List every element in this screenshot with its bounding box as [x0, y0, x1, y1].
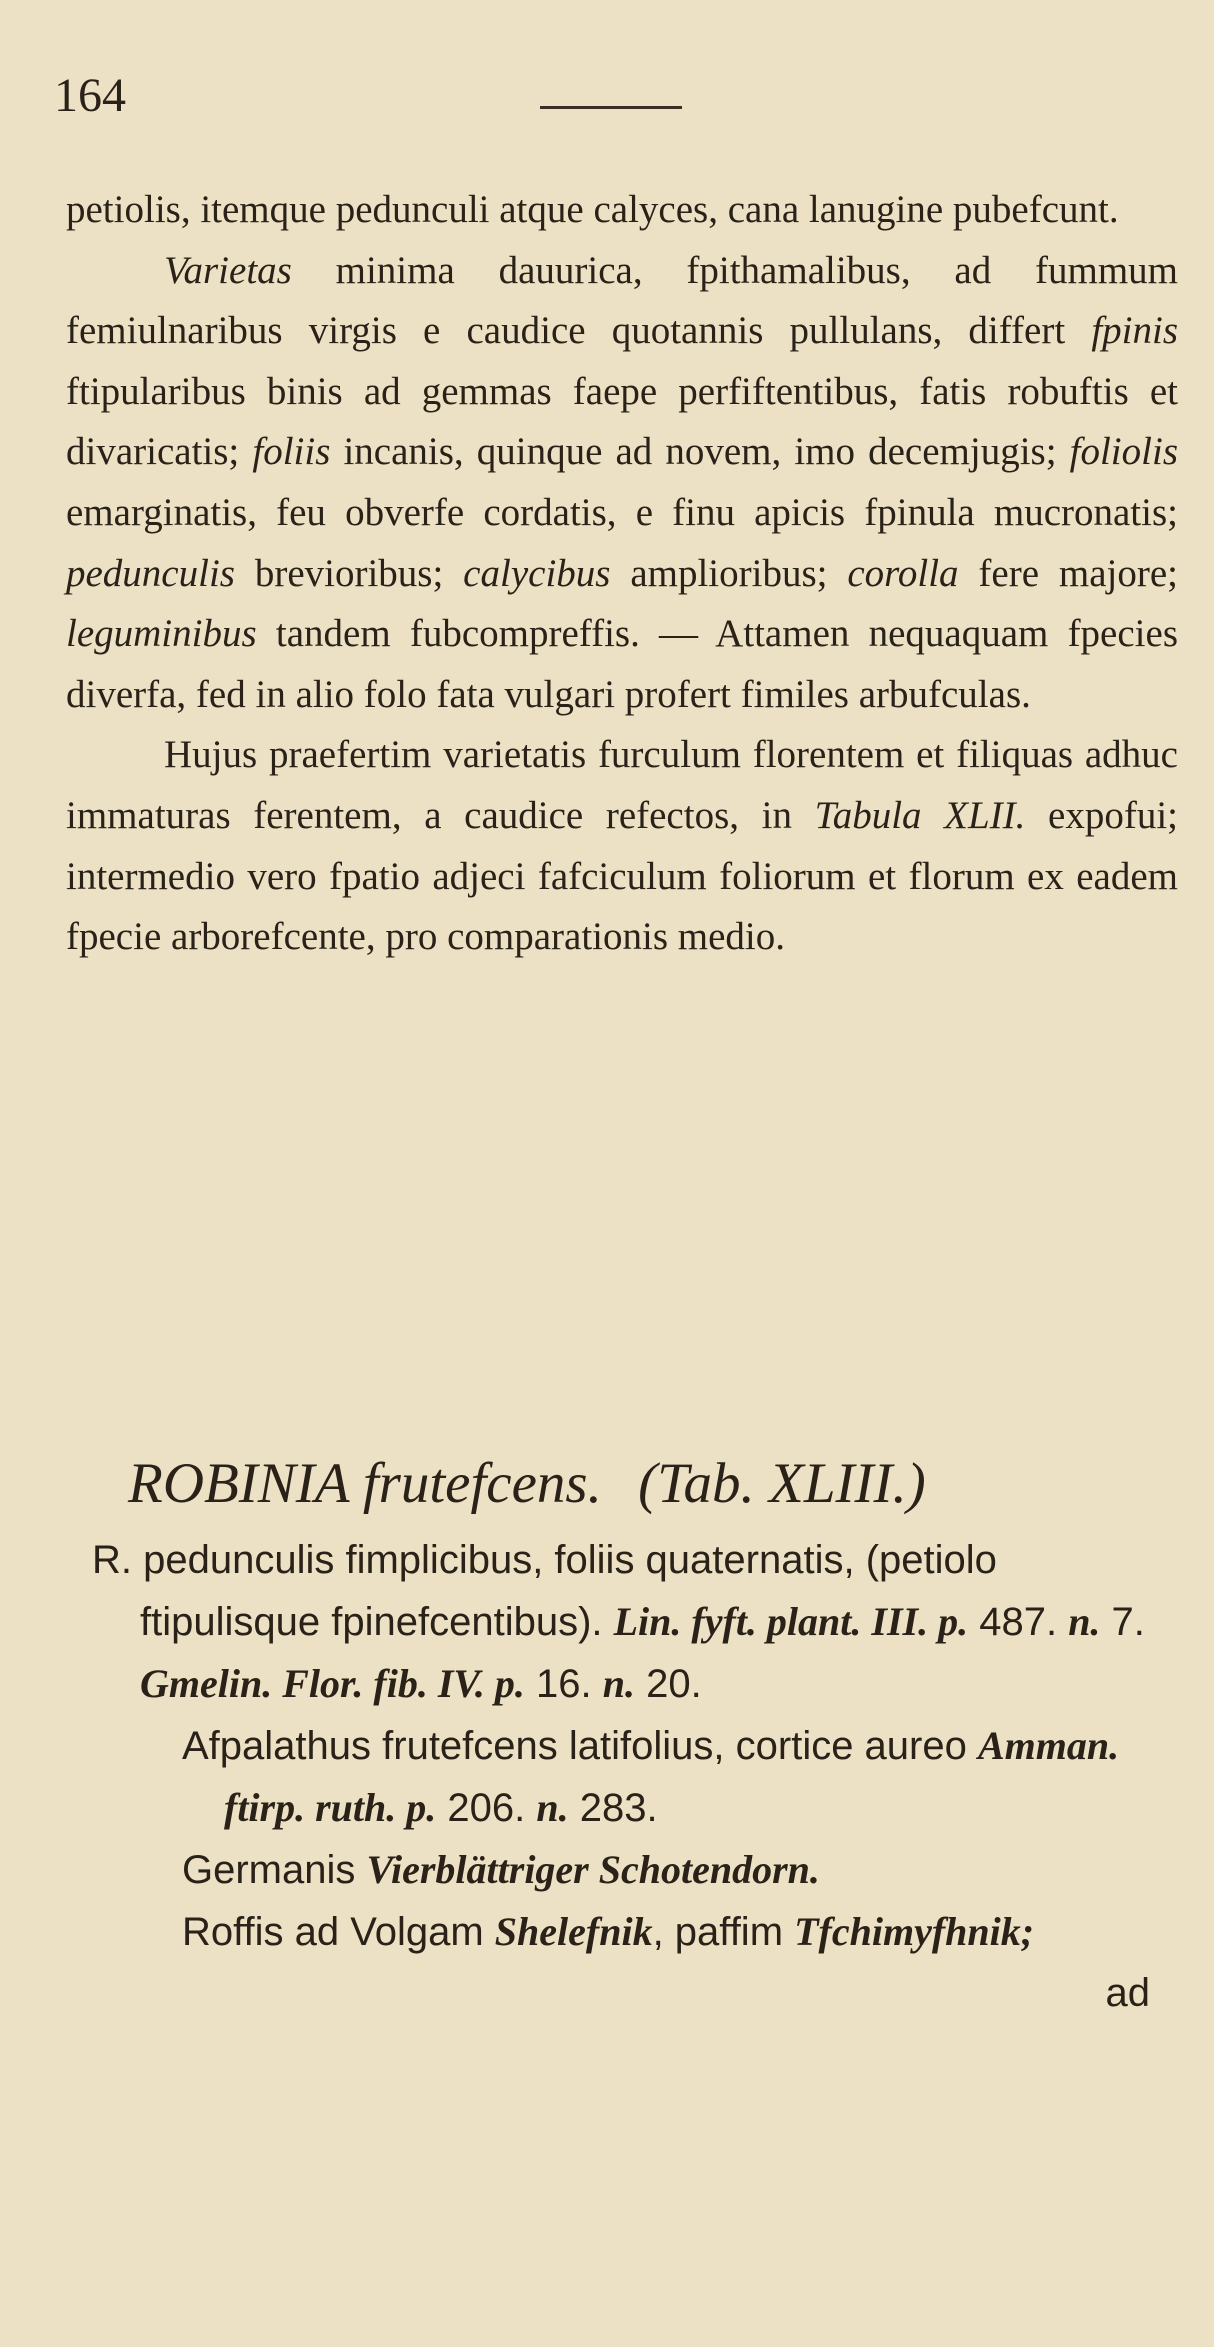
entry-line	[92, 1901, 1172, 1963]
paragraph	[66, 725, 1178, 967]
italic-text: foliolis	[1069, 430, 1178, 474]
text-run: amplioribus;	[610, 551, 848, 595]
italic-text: foliis	[252, 430, 331, 474]
text-run: 20.	[635, 1662, 702, 1706]
entry-line	[92, 1715, 1172, 1839]
italic-text: Varietas	[164, 248, 292, 292]
species-entry	[92, 1530, 1172, 2024]
italic-text: n.	[602, 1661, 635, 1706]
text-run: emarginatis, feu obverfe cordatis, e finu apicis fpinula mucronatis;	[66, 490, 1178, 534]
plate-reference: (Tab. XLIII.)	[638, 1452, 926, 1515]
text-run: , paffim	[652, 1910, 795, 1954]
text-run: tandem fubcompreffis. — Attamen nequaquam fpecies diverfa, fed in alio folo fata vulgari profert fimiles arbufculas.	[66, 612, 1178, 716]
text-run: ad	[1105, 1971, 1150, 2015]
text-run: 283.	[568, 1786, 658, 1830]
italic-text: Amman. ftirp. ruth. p.	[224, 1723, 1120, 1830]
italic-text: Lin. fyft. plant. III. p.	[613, 1599, 969, 1644]
paragraph	[66, 241, 1178, 726]
text-run: Roffis ad Volgam	[182, 1910, 495, 1954]
entry-line	[92, 1963, 1172, 2024]
italic-text: pedunculis	[66, 551, 235, 595]
italic-text: fpinis	[1091, 309, 1178, 353]
italic-text: Shelefnik	[494, 1909, 653, 1954]
italic-text: n.	[1068, 1599, 1101, 1644]
text-run: Hujus praefertim varietatis furculum florentem et filiquas adhuc immaturas ferentem, a caudice refectos, in	[66, 733, 1178, 837]
text-run: fere majore;	[958, 551, 1179, 595]
section-title	[128, 1448, 1128, 1520]
text-run: 206.	[436, 1786, 537, 1830]
text-run: 487.	[968, 1600, 1069, 1644]
text-run: Afpalathus frutefcens latifolius, cortice aureo	[182, 1724, 978, 1768]
italic-text: Gmelin. Flor. fib. IV. p.	[140, 1661, 525, 1706]
body-text	[66, 180, 1178, 968]
italic-text: Tabula XLII.	[814, 793, 1026, 837]
italic-text: leguminibus	[66, 612, 257, 656]
text-run: R. pedunculis fimplicibus, foliis quaternatis, (petiolo ftipulisque fpinefcentibus).	[92, 1538, 997, 1644]
page-number: 164	[54, 69, 126, 122]
text-run: Germanis	[182, 1848, 367, 1892]
italic-text: Vierblättriger Schotendorn.	[366, 1847, 820, 1892]
header-rule	[540, 106, 682, 109]
text-run: ftipularibus binis ad gemmas faepe perfiftentibus, fatis robuftis et divaricatis;	[66, 369, 1178, 474]
entry-line	[92, 1530, 1172, 1715]
text-run: brevioribus;	[234, 551, 464, 595]
species-name: ROBINIA frutefcens.	[128, 1452, 602, 1515]
text-run: 7.	[1100, 1600, 1145, 1644]
text-run: petiolis, itemque pedunculi atque calyces, cana lanugine pubefcunt.	[66, 188, 1119, 231]
text-run: expofui; intermedio vero fpatio adjeci fafciculum foliorum et florum ex eadem fpecie arborefcente, pro comparationis medio.	[66, 793, 1178, 959]
entry-line	[92, 1839, 1172, 1901]
italic-text: corolla	[847, 551, 959, 595]
text-run: incanis, quinque ad novem, imo decemjugis;	[330, 430, 1070, 474]
paragraph	[66, 180, 1178, 241]
italic-text: Tfchimyfhnik;	[794, 1909, 1035, 1954]
italic-text: calycibus	[463, 551, 611, 595]
text-run: minima dauurica, fpithamalibus, ad fummum femiulnaribus virgis e caudice quotannis pullulans, differt	[66, 248, 1178, 353]
italic-text: n.	[536, 1785, 569, 1830]
text-run: 16.	[524, 1662, 603, 1706]
